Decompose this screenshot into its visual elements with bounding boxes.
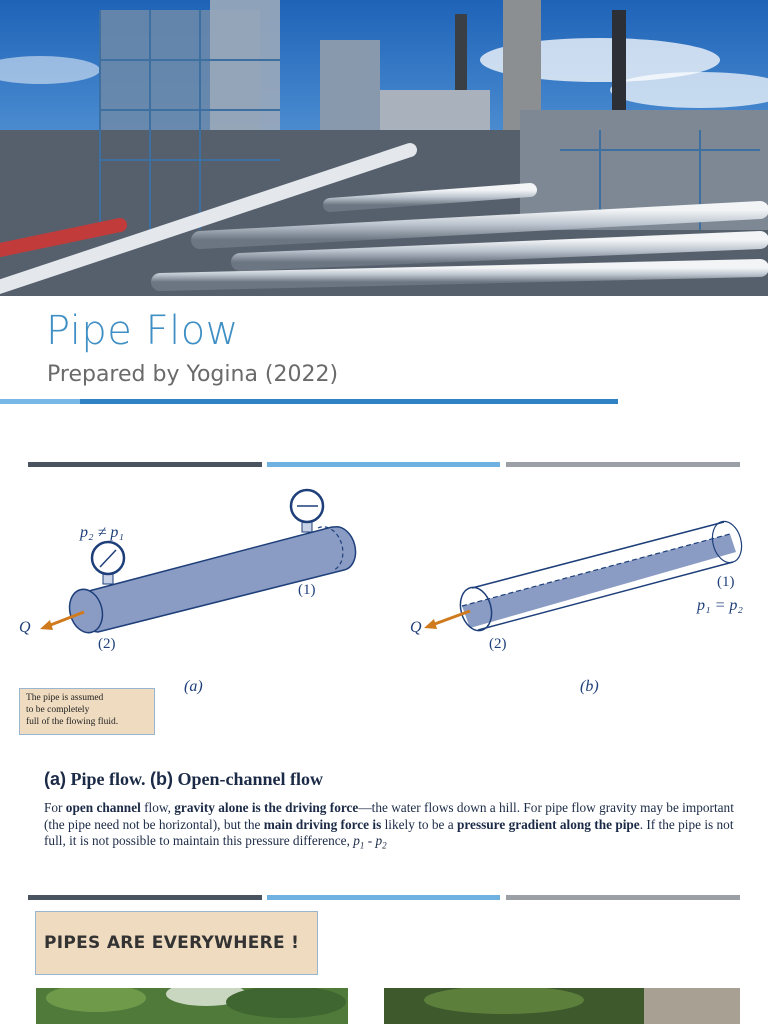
flow-label-b: Q xyxy=(410,619,422,636)
body-text: - xyxy=(364,833,376,848)
body-text: For xyxy=(44,800,66,815)
title-rule-accent xyxy=(0,399,80,404)
panel-label-b: (b) xyxy=(580,678,599,695)
divider-segment-dark xyxy=(28,462,262,467)
note-line: full of the flowing fluid. xyxy=(26,717,119,727)
body-bold: main driving force is xyxy=(263,816,382,832)
panel-label-a: (a) xyxy=(184,678,203,695)
body-bold: gravity alone is the driving force xyxy=(174,800,359,815)
page-subtitle: Prepared by Yogina (2022) xyxy=(47,362,339,387)
end-label-b1: (1) xyxy=(717,574,735,590)
end-label-b2: (2) xyxy=(489,636,507,652)
photo-hillside-pipe xyxy=(384,988,740,1024)
note-line: The pipe is assumed xyxy=(26,693,104,703)
caption-a-prefix: (a) xyxy=(44,769,66,789)
end-label-a1: (1) xyxy=(298,582,316,598)
flow-label-a: Q xyxy=(19,619,31,636)
body-subscript: 2 xyxy=(382,840,387,851)
body-subscript: 1 xyxy=(359,840,365,851)
body-text: flow, xyxy=(140,800,175,815)
hero-image xyxy=(0,0,768,296)
caption-a-text: Pipe flow. xyxy=(66,769,150,789)
end-label-a2: (2) xyxy=(98,636,116,652)
pipe-a-diagram xyxy=(40,490,356,636)
figure-caption xyxy=(44,769,323,790)
body-bold: open channel xyxy=(65,800,141,815)
body-bold: pressure gradient along the pipe xyxy=(456,816,640,832)
pressure-label-b: p₁ = p₂ xyxy=(697,597,743,614)
divider-segment-dark xyxy=(28,895,262,900)
page-title: Pipe Flow xyxy=(46,308,239,354)
pressure-label-a: p₂ ≠ p₁ xyxy=(80,524,124,541)
pipe-b-diagram xyxy=(424,518,746,634)
body-italic: p xyxy=(375,833,383,848)
divider-segment-gray xyxy=(506,895,740,900)
photo-forest-pipe xyxy=(36,988,348,1024)
title-rule xyxy=(80,399,618,404)
caption-b-text: Open-channel flow xyxy=(172,769,323,789)
section-banner: PIPES ARE EVERYWHERE ! xyxy=(35,911,318,975)
assumption-note xyxy=(19,688,155,735)
body-text: . If the pipe is not full, it is not possible to maintain this pressure difference, xyxy=(44,816,734,848)
body-italic: p xyxy=(353,833,360,848)
divider-segment-blue xyxy=(267,462,500,467)
body-text: likely to be a xyxy=(381,816,457,832)
caption-b-prefix: (b) xyxy=(150,769,173,789)
body-paragraph xyxy=(44,800,734,854)
body-text: —the water flows down a hill. For pipe flow gravity may be important (the pipe need not be horizontal), but the xyxy=(44,800,734,832)
refinery-photo xyxy=(0,0,768,296)
divider-segment-gray xyxy=(506,462,740,467)
pipe-flow-figure xyxy=(0,480,768,710)
note-line: to be completely xyxy=(26,705,90,715)
divider-segment-blue xyxy=(267,895,500,900)
